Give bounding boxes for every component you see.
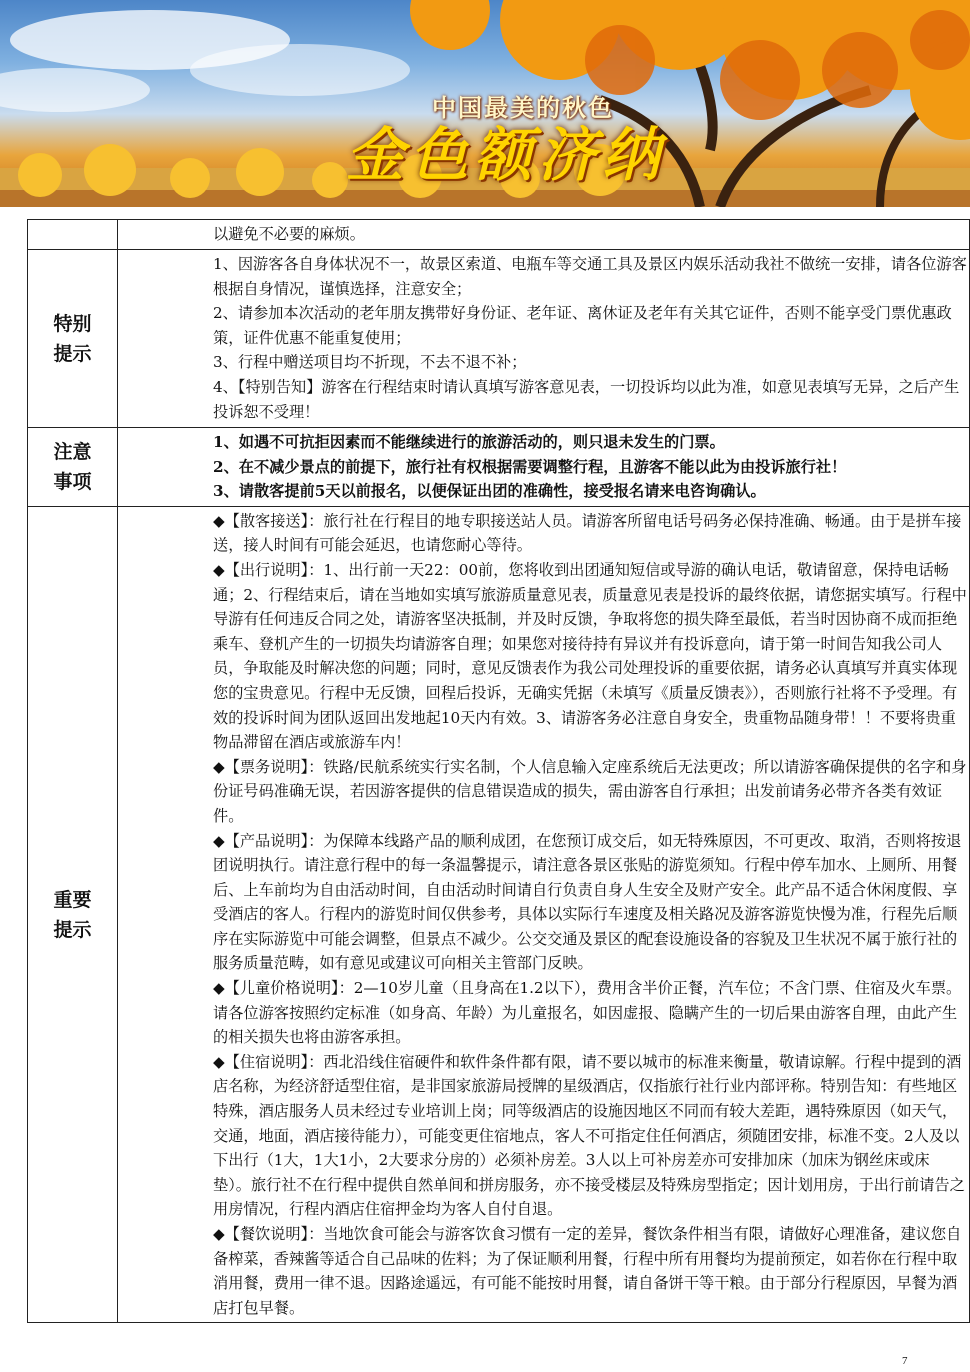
header-banner — [0, 0, 970, 207]
label-line: 提示 — [53, 342, 92, 365]
paragraph: ◆【散客接送】：旅行社在行程目的地专职接送站人员。请游客所留电话号码务必保持准确、畅通。由于是拼车接送，接人时间有可能会延迟，也请您耐心等待。 — [213, 511, 962, 555]
label-line: 事项 — [53, 470, 92, 493]
row-content — [118, 506, 970, 1323]
label-line: 注意 — [53, 440, 92, 463]
paragraph: ◆【票务说明】：铁路/民航系统实行实名制，个人信息输入定座系统后无法更改；所以请游客确保提供的名字和身份证号码准确无误，若因游客提供的信息错误造成的损失，需由游客自行承担；出发前请务必带齐各类有效证件。 — [213, 757, 967, 825]
paragraph: 3、行程中赠送项目均不折现，不去不退不补； — [213, 353, 527, 372]
label-line: 重要 — [53, 888, 92, 911]
paragraph: 2、请参加本次活动的老年朋友携带好身份证、老年证、离休证及老年有关其它证件，否则不能享受门票优惠政策，证件优惠不能重复使用； — [213, 304, 952, 347]
paragraph: 1、因游客各自身体状况不一，故景区索道、电瓶车等交通工具及景区内娱乐活动我社不做统一安排，请各位游客根据自身情况，谨慎选择，注意安全； — [213, 255, 967, 298]
row-content — [118, 250, 970, 428]
row-content — [118, 220, 970, 250]
table-row — [28, 220, 970, 250]
paragraph: ◆【出行说明】：1、出行前一天22：00前，您将收到出团通知短信或导游的确认电话，敬请留意，保持电话畅通；2、行程结束后，请在当地如实填写旅游质量意见表，质量意见表是投诉的最终依据，请您据实填写。行程中导游有任何违反合同之处，请游客坚决抵制，并及时反馈，争取将您的损失降至最低，若当时因协商不成而拒绝乘车、登机产生的一切损失均请游客自理；如果您对接待持有异议并有投诉意向，请于第一时间告知我公司人员，争取能及时解决您的问题；同时，意见反馈表作为我公司处理投诉的重要依据，请务必认真填写并真实体现您的宝贵意见。行程中无反馈，回程后投诉，无确实凭据（未填写《质量反馈表》），否则旅行社将不予受理。有效的投诉时间为团队返回出发地起10天内有效。3、请游客务必注意自身安全，贵重物品随身带！！不要将贵重物品滞留在酒店或旅游车内！ — [213, 560, 967, 752]
label-line: 特别 — [53, 312, 92, 335]
page-number: 7 — [902, 1355, 908, 1367]
table-row — [28, 428, 970, 507]
paragraph: ◆【产品说明】：为保障本线路产品的顺利成团，在您预订成交后，如无特殊原因，不可更改、取消，否则将按退团说明执行。请注意行程中的每一条温馨提示，请注意各景区张贴的游览须知。行程中停车加水、上厕所、用餐后、上车前均为自由活动时间，自由活动时间请自行负责自身人生安全及财产安全。此产品不适合休闲度假、享受酒店的客人。行程内的游览时间仅供参考，具体以实际行车速度及相关路况及游客游览快慢为准，行程先后顺序在实际游览中可能会调整，但景点不减少。公交交通及景区的配套设施设备的容貌及卫生状况不属于旅行社的服务质量范畴，如有意见或建议可向相关主管部门反映。 — [213, 831, 962, 973]
paragraph: 3、请散客提前5天以前报名，以便保证出团的准确性，接受报名请来电咨询确认。 — [213, 482, 766, 501]
notes-table — [27, 219, 970, 1323]
table-row — [28, 250, 970, 428]
paragraph: 2、在不减少景点的前提下，旅行社有权根据需要调整行程，且游客不能以此为由投诉旅行社！ — [213, 457, 847, 476]
row-label-special-notice — [28, 250, 118, 428]
row-label-empty — [28, 220, 118, 250]
paragraph: ◆【餐饮说明】：当地饮食可能会与游客饮食习惯有一定的差异，餐饮条件相当有限，请做好心理准备，建议您自备榨菜，香辣酱等适合自己品味的佐料；为了保证顺利用餐，行程中所有用餐均为提前预定，如若你在行程中取消用餐，费用一律不退。因路途遥远，有可能不能按时用餐，请自备饼干等干粮。由于部分行程原因，早餐为酒店打包早餐。 — [213, 1225, 962, 1317]
row-content — [118, 428, 970, 507]
paragraph: ◆【儿童价格说明】：2—10岁儿童（且身高在1.2以下），费用含半价正餐，汽车位；不含门票、住宿及火车票。请各位游客按照约定标准（如身高、年龄）为儿童报名，如因虚报、隐瞒产生的一切后果由游客自理，由此产生的相关损失也将由游客承担。 — [213, 979, 962, 1047]
paragraph: 以避免不必要的麻烦。 — [213, 225, 365, 243]
table-row — [28, 506, 970, 1323]
paragraph: 1、如遇不可抗拒因素而不能继续进行的旅游活动的，则只退未发生的门票。 — [213, 433, 725, 451]
paragraph: ◆【住宿说明】：西北沿线住宿硬件和软件条件都有限，请不要以城市的标准来衡量，敬请谅解。行程中提到的酒店名称，为经济舒适型住宿，是非国家旅游局授牌的星级酒店，仅指旅行社行业内部评称。特别告知：有些地区特殊，酒店服务人员未经过专业培训上岗；同等级酒店的设施因地区不同而有较大差距，遇特殊原因（如天气，交通，地面，酒店接待能力），可能变更住宿地点，客人不可指定住任何酒店，须随团安排，标准不变。2人及以下出行（1大，1大1小，2大要求分房的）必须补房差。3人以上可补房差亦可安排加床（加床为钢丝床或床垫）。旅行社不在行程中提供自然单间和拼房服务，亦不接受楼层及特殊房型指定；因计划用房，于出行前请告之用房情况，行程内酒店住宿押金均为客人自付自退。 — [213, 1052, 965, 1219]
banner-subtitle: 中国最美的秋色 — [432, 93, 614, 122]
paragraph: 4、【特别告知】游客在行程结束时请认真填写游客意见表，一切投诉均以此为准，如意见表填写无异，之后产生投诉恕不受理！ — [213, 377, 960, 421]
label-line: 提示 — [53, 918, 92, 941]
row-label-important — [28, 506, 118, 1323]
banner-title: 金色额济纳 — [346, 121, 667, 189]
row-label-precautions — [28, 428, 118, 507]
